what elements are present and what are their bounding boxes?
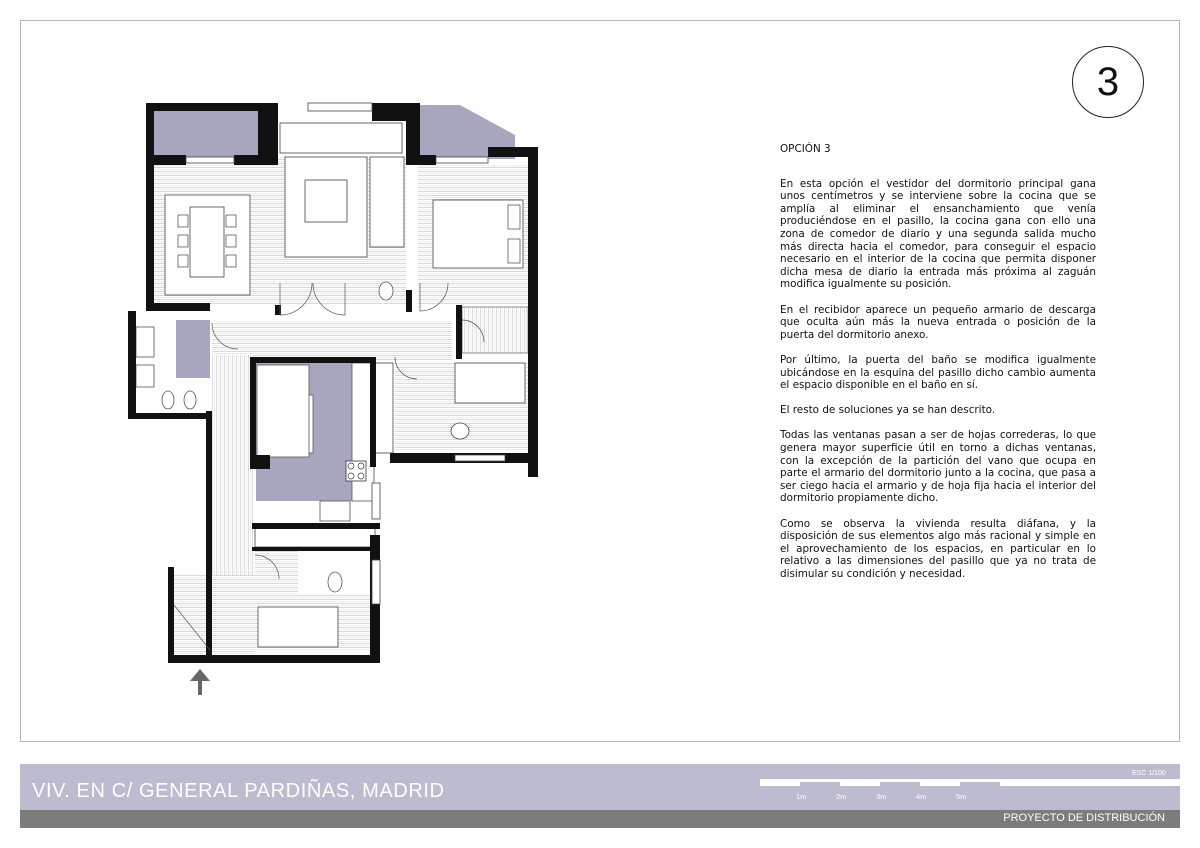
chair [226, 215, 236, 227]
scale-label: ESC 1/100 [1132, 770, 1166, 777]
description-paragraph: Como se observa la vivienda resulta diáfana, y la disposición de sus elementos algo más racional y simple en el aprovechamiento de los espacios, en particular en lo relativo a las dimensiones del pasillo que ya no trata de disimular su condición y necesidad. [780, 517, 1096, 580]
footer-bar [20, 810, 1180, 828]
window [372, 560, 380, 604]
chair [226, 235, 236, 247]
window [308, 103, 372, 111]
scale-mark: 4m [916, 792, 927, 801]
chair [226, 255, 236, 267]
chair [178, 215, 188, 227]
bidet [162, 391, 174, 409]
dining-table [190, 207, 224, 277]
terrace-left [152, 107, 262, 159]
kitchen-bench [257, 365, 309, 457]
entrance-floor [170, 575, 255, 655]
corridor-floor [212, 320, 452, 360]
sheet-number-text: 3 [1096, 59, 1120, 104]
project-type-label: PROYECTO DE DISTRIBUCIÓN [1003, 812, 1165, 824]
scale-mark: 1m [796, 792, 807, 801]
scale-mark: 5m [956, 792, 967, 801]
description-paragraph: Todas las ventanas pasan a ser de hojas correderas, lo que genera mayor superficie útil en torno a dichas ventanas, con la excepción de la partición del vano que ocupa en parte el armario del dormitorio junto a la cocina, que pasa a ser ciego hacia el armario y de hoja fija hacia el interior del dormitorio propiamente dicho. [780, 429, 1096, 505]
dressing-room [462, 307, 528, 353]
toilet [328, 572, 342, 592]
scale-mark: 2m [836, 792, 847, 801]
pillow [508, 205, 520, 229]
bathroom-1-basin [136, 365, 154, 387]
description-panel [780, 143, 1096, 593]
desk-chair [451, 423, 469, 439]
pillow [508, 239, 520, 263]
armchair [370, 157, 404, 247]
window [186, 157, 234, 163]
floor-plan [120, 95, 550, 715]
entrance-arrow-icon [190, 669, 210, 695]
description-paragraph: En esta opción el vestidor del dormitorio principal gana unos centímetros y se interviene sobre la cocina que se amplía al eliminar el ensanchamiento que venía produciéndose en el pasillo, la cocina gana con ello una zona de comedor de diario y una segunda salida mucho más directa hacia el comedor, para conseguir el espacio necesario en el interior de la cocina que permita disponer dicha mesa de diario la entrada más próxima al zaguán modifica igualmente su posición. [780, 177, 1096, 291]
kitchen-sink [320, 501, 350, 521]
wardrobe [375, 363, 393, 453]
chair [178, 255, 188, 267]
single-bed [258, 607, 338, 647]
single-bed [455, 363, 525, 403]
scale-mark: 3m [876, 792, 887, 801]
graphic-scale [760, 766, 1180, 792]
sheet-number [1072, 46, 1144, 118]
description-paragraph: En el recibidor aparece un pequeño armario de descarga que oculta aún más la nueva entrada o posición de la puerta del dormitorio anexo. [780, 303, 1096, 341]
window [436, 157, 488, 163]
toilet [184, 391, 196, 409]
window [455, 455, 505, 461]
window [372, 483, 380, 519]
project-title: VIV. EN C/ GENERAL PARDIÑAS, MADRID [32, 780, 445, 802]
bathroom-1-bath [136, 327, 154, 357]
coffee-table [305, 180, 347, 222]
chair [178, 235, 188, 247]
description-paragraph: El resto de soluciones ya se han descrito. [780, 404, 996, 417]
description-heading: OPCIÓN 3 [780, 143, 831, 155]
toilet [379, 282, 393, 300]
bathroom-1-shower [176, 320, 210, 378]
sofa [280, 123, 402, 153]
description-paragraph: Por último, la puerta del baño se modifica igualmente ubicándose en la esquina del pasillo dicho cambio aumenta el espacio disponible en el baño en sí. [780, 353, 1096, 392]
